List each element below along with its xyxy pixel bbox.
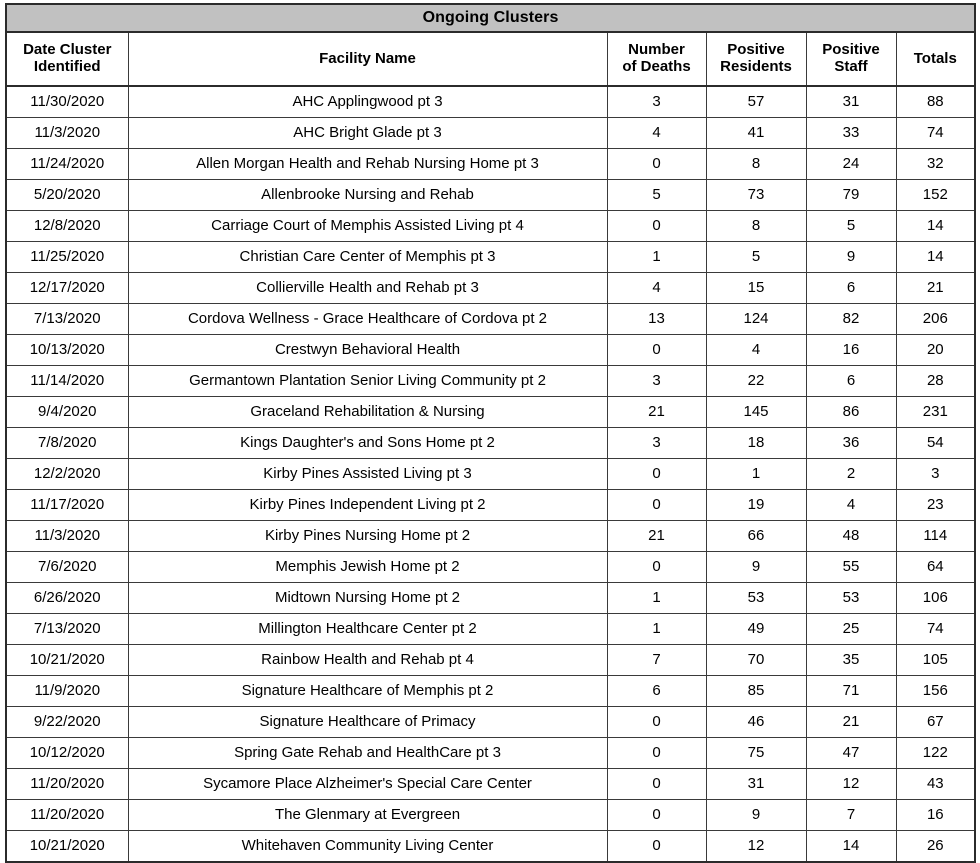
cell-totals: 14	[896, 211, 975, 242]
cell-deaths: 1	[607, 583, 706, 614]
cell-date: 10/12/2020	[6, 738, 128, 769]
cell-facility: Signature Healthcare of Memphis pt 2	[128, 676, 607, 707]
table-row	[6, 211, 975, 242]
cell-residents: 49	[706, 614, 806, 645]
cell-totals: 156	[896, 676, 975, 707]
table-row	[6, 242, 975, 273]
cell-residents: 73	[706, 180, 806, 211]
cell-facility: Germantown Plantation Senior Living Community pt 2	[128, 366, 607, 397]
cell-date: 9/22/2020	[6, 707, 128, 738]
cell-date: 10/21/2020	[6, 645, 128, 676]
table-row	[6, 335, 975, 366]
cell-staff: 9	[806, 242, 896, 273]
cell-staff: 31	[806, 86, 896, 118]
table-row	[6, 273, 975, 304]
cell-deaths: 1	[607, 614, 706, 645]
cell-deaths: 4	[607, 118, 706, 149]
cell-facility: Sycamore Place Alzheimer's Special Care Center	[128, 769, 607, 800]
cell-totals: 74	[896, 118, 975, 149]
column-header-date-line-1: Date Cluster	[23, 41, 112, 59]
column-header-date	[6, 32, 128, 86]
table-row	[6, 645, 975, 676]
cell-totals: 152	[896, 180, 975, 211]
cell-residents: 75	[706, 738, 806, 769]
table-row	[6, 738, 975, 769]
cell-staff: 36	[806, 428, 896, 459]
cell-date: 7/6/2020	[6, 552, 128, 583]
cell-totals: 74	[896, 614, 975, 645]
cell-date: 12/2/2020	[6, 459, 128, 490]
cell-residents: 145	[706, 397, 806, 428]
table-row	[6, 552, 975, 583]
table-row	[6, 769, 975, 800]
cell-deaths: 0	[607, 335, 706, 366]
cell-totals: 3	[896, 459, 975, 490]
cell-deaths: 0	[607, 459, 706, 490]
cell-facility: Crestwyn Behavioral Health	[128, 335, 607, 366]
cell-facility: AHC Bright Glade pt 3	[128, 118, 607, 149]
cell-residents: 9	[706, 800, 806, 831]
cell-staff: 55	[806, 552, 896, 583]
cell-staff: 4	[806, 490, 896, 521]
column-header-deaths-line-2: of Deaths	[622, 58, 691, 75]
cell-deaths: 3	[607, 428, 706, 459]
column-header-facility	[128, 32, 607, 86]
cell-totals: 64	[896, 552, 975, 583]
cell-totals: 16	[896, 800, 975, 831]
cell-totals: 54	[896, 428, 975, 459]
cell-totals: 122	[896, 738, 975, 769]
cell-staff: 86	[806, 397, 896, 428]
table-title: Ongoing Clusters	[6, 4, 975, 32]
cell-staff: 5	[806, 211, 896, 242]
cell-staff: 48	[806, 521, 896, 552]
cell-residents: 124	[706, 304, 806, 335]
cell-deaths: 0	[607, 831, 706, 863]
cell-date: 7/13/2020	[6, 304, 128, 335]
cell-residents: 57	[706, 86, 806, 118]
cell-staff: 53	[806, 583, 896, 614]
cell-facility: Midtown Nursing Home pt 2	[128, 583, 607, 614]
cell-deaths: 3	[607, 366, 706, 397]
cell-date: 11/24/2020	[6, 149, 128, 180]
cell-date: 7/8/2020	[6, 428, 128, 459]
cell-totals: 23	[896, 490, 975, 521]
cell-staff: 12	[806, 769, 896, 800]
column-header-date-line-2: Identified	[33, 58, 101, 75]
cell-residents: 46	[706, 707, 806, 738]
cell-residents: 31	[706, 769, 806, 800]
column-header-deaths	[607, 32, 706, 86]
cell-deaths: 0	[607, 552, 706, 583]
cell-residents: 41	[706, 118, 806, 149]
cell-residents: 18	[706, 428, 806, 459]
table-row	[6, 459, 975, 490]
table-body	[6, 4, 975, 862]
cell-staff: 79	[806, 180, 896, 211]
cell-residents: 19	[706, 490, 806, 521]
cell-date: 11/9/2020	[6, 676, 128, 707]
cell-staff: 71	[806, 676, 896, 707]
cell-date: 12/8/2020	[6, 211, 128, 242]
cell-facility: Graceland Rehabilitation & Nursing	[128, 397, 607, 428]
cell-totals: 106	[896, 583, 975, 614]
cell-facility: The Glenmary at Evergreen	[128, 800, 607, 831]
cell-date: 11/30/2020	[6, 86, 128, 118]
cell-date: 11/20/2020	[6, 800, 128, 831]
cell-facility: Kirby Pines Independent Living pt 2	[128, 490, 607, 521]
cell-deaths: 3	[607, 86, 706, 118]
cell-staff: 82	[806, 304, 896, 335]
cell-facility: Spring Gate Rehab and HealthCare pt 3	[128, 738, 607, 769]
ongoing-clusters-table	[5, 3, 976, 863]
cell-staff: 24	[806, 149, 896, 180]
cell-residents: 53	[706, 583, 806, 614]
column-header-staff	[806, 32, 896, 86]
cell-totals: 21	[896, 273, 975, 304]
cell-deaths: 0	[607, 800, 706, 831]
cell-date: 10/13/2020	[6, 335, 128, 366]
cell-staff: 2	[806, 459, 896, 490]
cell-date: 11/20/2020	[6, 769, 128, 800]
column-header-residents	[706, 32, 806, 86]
cell-facility: Carriage Court of Memphis Assisted Living pt 4	[128, 211, 607, 242]
cell-date: 10/21/2020	[6, 831, 128, 863]
cell-staff: 35	[806, 645, 896, 676]
cell-deaths: 7	[607, 645, 706, 676]
cell-totals: 43	[896, 769, 975, 800]
column-header-totals-line-1: Totals	[913, 49, 957, 67]
table-row	[6, 149, 975, 180]
cell-staff: 16	[806, 335, 896, 366]
cell-facility: Allenbrooke Nursing and Rehab	[128, 180, 607, 211]
cell-facility: Kings Daughter's and Sons Home pt 2	[128, 428, 607, 459]
table-row	[6, 490, 975, 521]
cell-facility: Christian Care Center of Memphis pt 3	[128, 242, 607, 273]
table-row	[6, 521, 975, 552]
cell-facility: Signature Healthcare of Primacy	[128, 707, 607, 738]
cell-facility: AHC Applingwood pt 3	[128, 86, 607, 118]
cell-residents: 22	[706, 366, 806, 397]
cell-residents: 85	[706, 676, 806, 707]
cell-residents: 1	[706, 459, 806, 490]
column-header-residents-line-2: Residents	[720, 58, 792, 75]
cell-date: 7/13/2020	[6, 614, 128, 645]
cell-date: 11/17/2020	[6, 490, 128, 521]
cell-totals: 26	[896, 831, 975, 863]
column-header-staff-line-1: Positive	[822, 41, 880, 59]
cell-totals: 105	[896, 645, 975, 676]
cell-deaths: 0	[607, 490, 706, 521]
cell-residents: 9	[706, 552, 806, 583]
cell-residents: 66	[706, 521, 806, 552]
cell-totals: 231	[896, 397, 975, 428]
cell-staff: 6	[806, 366, 896, 397]
cell-totals: 206	[896, 304, 975, 335]
cell-deaths: 0	[607, 769, 706, 800]
table-title-row	[6, 4, 975, 32]
cell-deaths: 13	[607, 304, 706, 335]
cell-facility: Memphis Jewish Home pt 2	[128, 552, 607, 583]
cell-totals: 67	[896, 707, 975, 738]
table-row	[6, 614, 975, 645]
table-row	[6, 428, 975, 459]
cell-facility: Allen Morgan Health and Rehab Nursing Home pt 3	[128, 149, 607, 180]
cell-deaths: 0	[607, 738, 706, 769]
column-header-staff-line-2: Staff	[834, 58, 868, 75]
table-row	[6, 707, 975, 738]
cell-date: 9/4/2020	[6, 397, 128, 428]
column-header-residents-line-1: Positive	[727, 41, 785, 59]
cell-date: 12/17/2020	[6, 273, 128, 304]
cell-residents: 4	[706, 335, 806, 366]
table-row	[6, 676, 975, 707]
cell-residents: 12	[706, 831, 806, 863]
cell-date: 11/3/2020	[6, 118, 128, 149]
cell-deaths: 6	[607, 676, 706, 707]
cell-totals: 28	[896, 366, 975, 397]
cell-residents: 70	[706, 645, 806, 676]
cell-date: 11/14/2020	[6, 366, 128, 397]
cell-deaths: 1	[607, 242, 706, 273]
cell-facility: Whitehaven Community Living Center	[128, 831, 607, 863]
cell-staff: 6	[806, 273, 896, 304]
cell-residents: 15	[706, 273, 806, 304]
cell-facility: Cordova Wellness - Grace Healthcare of Cordova pt 2	[128, 304, 607, 335]
cell-staff: 25	[806, 614, 896, 645]
cell-staff: 21	[806, 707, 896, 738]
cell-residents: 8	[706, 211, 806, 242]
cell-staff: 14	[806, 831, 896, 863]
cell-staff: 47	[806, 738, 896, 769]
cell-totals: 14	[896, 242, 975, 273]
table-row	[6, 366, 975, 397]
cell-facility: Rainbow Health and Rehab pt 4	[128, 645, 607, 676]
cell-residents: 8	[706, 149, 806, 180]
cell-totals: 114	[896, 521, 975, 552]
table-row	[6, 831, 975, 863]
table-row	[6, 180, 975, 211]
cell-date: 11/3/2020	[6, 521, 128, 552]
cell-deaths: 21	[607, 521, 706, 552]
cell-deaths: 4	[607, 273, 706, 304]
cell-deaths: 5	[607, 180, 706, 211]
cell-deaths: 0	[607, 149, 706, 180]
cell-deaths: 21	[607, 397, 706, 428]
table-row	[6, 800, 975, 831]
cell-facility: Kirby Pines Nursing Home pt 2	[128, 521, 607, 552]
table-row	[6, 397, 975, 428]
cell-totals: 20	[896, 335, 975, 366]
cell-deaths: 0	[607, 707, 706, 738]
cell-totals: 32	[896, 149, 975, 180]
cell-date: 6/26/2020	[6, 583, 128, 614]
cell-facility: Millington Healthcare Center pt 2	[128, 614, 607, 645]
cell-deaths: 0	[607, 211, 706, 242]
cell-totals: 88	[896, 86, 975, 118]
table-header-row	[6, 32, 975, 86]
table-row	[6, 86, 975, 118]
cell-staff: 33	[806, 118, 896, 149]
table-row	[6, 583, 975, 614]
column-header-deaths-line-1: Number	[628, 41, 685, 59]
column-header-facility-line-1: Facility Name	[319, 49, 416, 67]
cell-facility: Kirby Pines Assisted Living pt 3	[128, 459, 607, 490]
table-row	[6, 304, 975, 335]
table-row	[6, 118, 975, 149]
cell-residents: 5	[706, 242, 806, 273]
cell-staff: 7	[806, 800, 896, 831]
column-header-totals	[896, 32, 975, 86]
cell-date: 11/25/2020	[6, 242, 128, 273]
cell-facility: Collierville Health and Rehab pt 3	[128, 273, 607, 304]
cell-date: 5/20/2020	[6, 180, 128, 211]
